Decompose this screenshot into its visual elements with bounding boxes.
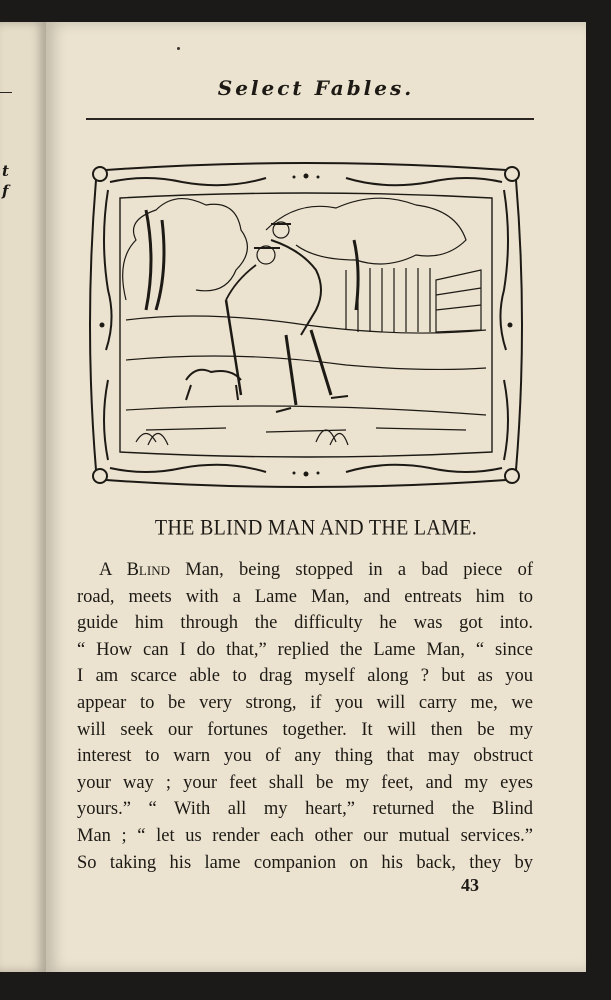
text-line: will seek our fortunes together. It will then be my: [77, 719, 533, 740]
text-line: your way ; your feet shall be my feet, and my eyes: [77, 772, 533, 793]
fable-title: THE BLIND MAN AND THE LAME.: [154, 515, 478, 541]
running-head: Select Fables.: [217, 76, 415, 100]
facing-page-fragment: t: [2, 162, 9, 180]
facing-page-fragment: f: [2, 182, 9, 200]
facing-page-rule: [0, 92, 12, 93]
scene: [123, 198, 486, 445]
text-line: I am scarce able to drag myself along ? but as you: [77, 666, 533, 687]
text-line: So taking his lame companion on his back, they by: [77, 852, 533, 873]
text-line: yours.” “ With all my heart,” returned the Blind: [77, 799, 533, 820]
text-lead: A Blind: [99, 560, 170, 580]
text-line: guide him through the difficulty he was got into.: [77, 613, 533, 634]
text-line: “ How can I do that,” replied the Lame Man, “ since: [77, 639, 533, 660]
text-line: Man ; “ let us render each other our mutual services.”: [77, 825, 533, 846]
woodcut-illustration: [86, 160, 526, 490]
page-number: 43: [461, 875, 479, 895]
text-line: interest to warn you of any thing that may obstruct: [77, 746, 533, 767]
book-page: [46, 22, 586, 972]
text-line: road, meets with a Lame Man, and entreats him to: [77, 586, 533, 607]
text-line: A Blind Man, being stopped in a bad piece of: [99, 560, 533, 580]
fable-text: [77, 557, 533, 876]
header-rule: [86, 118, 534, 120]
text-line: appear to be very strong, if you will carry me, we: [77, 692, 533, 713]
print-speck: [177, 47, 180, 50]
facing-page-edge: [0, 22, 46, 972]
